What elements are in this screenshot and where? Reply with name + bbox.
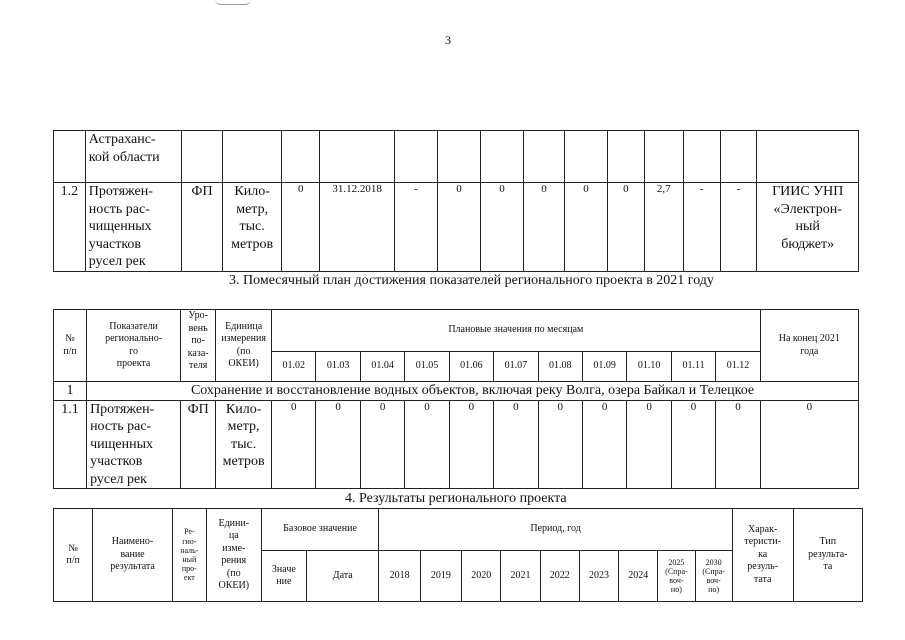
header-base-value: Значе ние bbox=[261, 551, 306, 602]
month-header: 01.05 bbox=[405, 352, 449, 382]
base-date: 31.12.2018 bbox=[320, 183, 395, 272]
header-result-name: Наимено- вание результата bbox=[93, 509, 173, 602]
indicator-unit: Кило- метр, тыс. метров bbox=[216, 400, 272, 489]
year-value: 0 bbox=[564, 183, 607, 272]
header-end-of-year: На конец 2021 года bbox=[760, 310, 858, 382]
month-header: 01.06 bbox=[449, 352, 493, 382]
year-header: 2020 bbox=[462, 551, 501, 602]
scan-mark bbox=[215, 0, 251, 5]
indicator-name: Протяжен- ность рас- чищенных участков русел рек bbox=[87, 400, 181, 489]
year-value: - bbox=[394, 183, 437, 272]
year-header: 2021 bbox=[501, 551, 540, 602]
indicator-unit: Кило- метр, тыс. метров bbox=[222, 183, 281, 272]
month-header: 01.08 bbox=[538, 352, 582, 382]
section-row-number: 1 bbox=[54, 382, 87, 401]
year-header: 2023 bbox=[579, 551, 618, 602]
month-value: 0 bbox=[272, 400, 316, 489]
base-value: 0 bbox=[282, 183, 320, 272]
month-header: 01.02 bbox=[272, 352, 316, 382]
year-header-reference: 2030 (Спра- воч- но) bbox=[695, 551, 732, 602]
header-period: Период, год bbox=[379, 509, 732, 551]
header-level: Уро- вень по- каза- теля bbox=[181, 310, 216, 382]
month-value: 0 bbox=[494, 400, 538, 489]
results-table bbox=[53, 508, 863, 602]
page-number: 3 bbox=[445, 33, 451, 47]
end-of-year-value: 0 bbox=[760, 400, 858, 489]
month-header: 01.03 bbox=[316, 352, 360, 382]
section-row-title: Сохранение и восстановление водных объектов, включая реку Волга, озера Байкал и Телецкое bbox=[87, 382, 859, 401]
indicator-level: ФП bbox=[181, 400, 216, 489]
header-result-type: Тип результа- та bbox=[793, 509, 862, 602]
row-number: 1.1 bbox=[54, 400, 87, 489]
header-unit: Едини- ца изме- рения (по ОКЕИ) bbox=[206, 509, 261, 602]
header-regional-project: Ре- гио- наль- ный про- ект bbox=[172, 509, 206, 602]
month-value: 0 bbox=[405, 400, 449, 489]
indicator-name: Протяжен- ность рас- чищенных участков русел рек bbox=[85, 183, 181, 272]
month-value: 0 bbox=[449, 400, 493, 489]
year-value: - bbox=[683, 183, 720, 272]
month-value: 0 bbox=[582, 400, 626, 489]
month-value: 0 bbox=[538, 400, 582, 489]
header-num: № п/п bbox=[54, 310, 87, 382]
section-4-title: 4. Результаты регионального проекта bbox=[345, 491, 567, 506]
year-header: 2022 bbox=[540, 551, 579, 602]
year-header: 2019 bbox=[420, 551, 461, 602]
row-number: 1.2 bbox=[54, 183, 86, 272]
year-value: - bbox=[720, 183, 757, 272]
header-unit: Единица измерения (по ОКЕИ) bbox=[216, 310, 272, 382]
header-base-date: Дата bbox=[307, 551, 379, 602]
monthly-plan-table bbox=[53, 309, 859, 489]
prev-row-name: Астраханс- кой области bbox=[85, 131, 181, 183]
month-header: 01.09 bbox=[582, 352, 626, 382]
header-planned: Плановые значения по месяцам bbox=[272, 310, 761, 352]
year-value: 2,7 bbox=[644, 183, 683, 272]
year-header: 2024 bbox=[619, 551, 658, 602]
month-value: 0 bbox=[316, 400, 360, 489]
year-header: 2018 bbox=[379, 551, 420, 602]
year-value: 0 bbox=[437, 183, 480, 272]
month-value: 0 bbox=[671, 400, 715, 489]
month-value: 0 bbox=[716, 400, 760, 489]
year-value: 0 bbox=[607, 183, 644, 272]
month-value: 0 bbox=[360, 400, 404, 489]
header-characteristic: Харак- теристи- ка резуль- тата bbox=[732, 509, 793, 602]
header-num: № п/п bbox=[54, 509, 93, 602]
year-value: 0 bbox=[523, 183, 564, 272]
data-source: ГИИС УНП «Электрон- ный бюджет» bbox=[757, 183, 859, 272]
table-row bbox=[54, 183, 859, 272]
month-value: 0 bbox=[627, 400, 671, 489]
section-3-title: 3. Помесячный план достижения показателей регионального проекта в 2021 году bbox=[229, 273, 714, 288]
month-header: 01.10 bbox=[627, 352, 671, 382]
indicator-level: ФП bbox=[182, 183, 223, 272]
indicators-table-continued bbox=[53, 130, 859, 272]
table-row bbox=[54, 400, 859, 489]
header-indicators: Показатели регионально- го проекта bbox=[87, 310, 181, 382]
month-header: 01.04 bbox=[360, 352, 404, 382]
month-header: 01.07 bbox=[494, 352, 538, 382]
year-value: 0 bbox=[480, 183, 523, 272]
month-header: 01.11 bbox=[671, 352, 715, 382]
header-base: Базовое значение bbox=[261, 509, 379, 551]
year-header-reference: 2025 (Спра- воч- но) bbox=[658, 551, 695, 602]
month-header: 01.12 bbox=[716, 352, 760, 382]
